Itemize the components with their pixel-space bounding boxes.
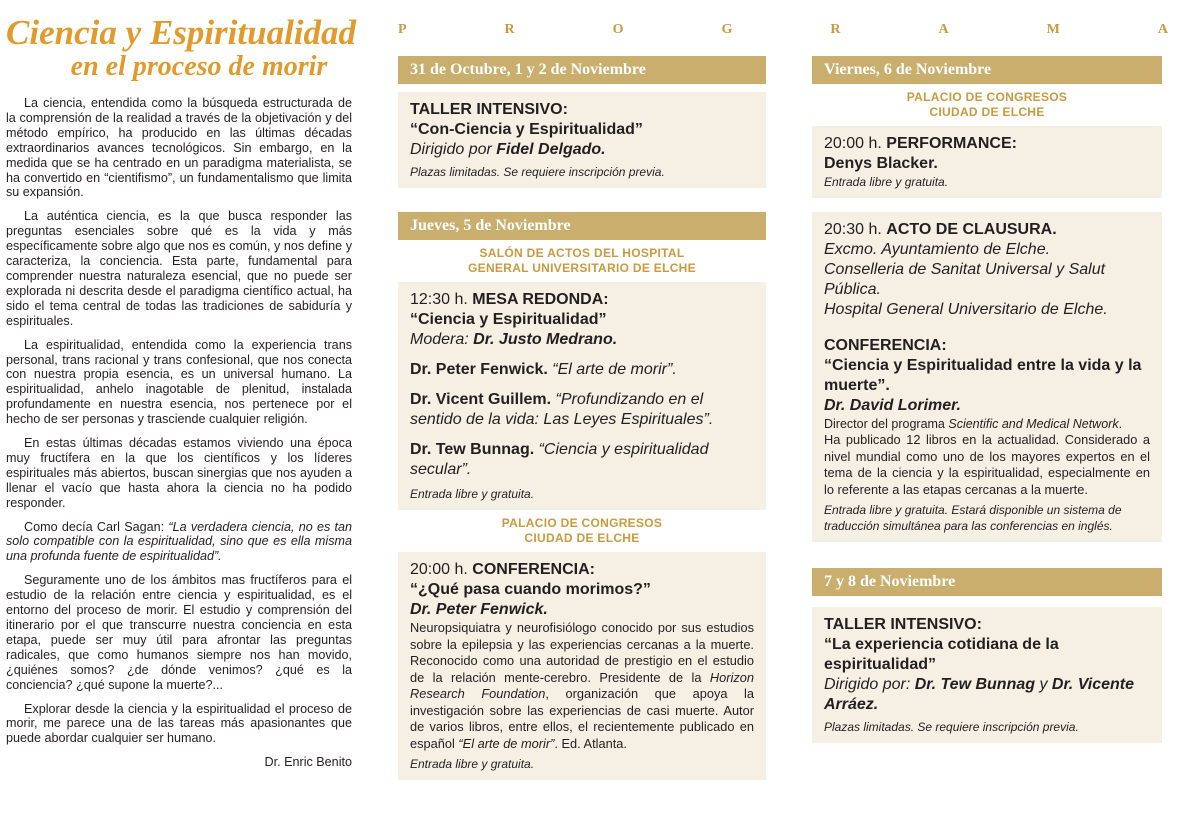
event-description — [410, 620, 754, 752]
moderator-lead: Modera: — [410, 331, 474, 348]
desc-part: Neuropsiquiatra y neurofisiólogo conocido por sus estudios sobre la epilepsia y las experiencias cercanas a la muerte. Reconocido como una autoridad de prestigio en el estudio de la relación mente-cerebro. Presidente de la — [410, 620, 754, 685]
sagan-lead: Como decía Carl Sagan: — [24, 519, 169, 534]
speaker — [410, 390, 754, 430]
role-program: Scientific and Medical Network — [948, 417, 1119, 431]
speaker-talk: “Ciencia y espiritualidad secular”. — [410, 441, 709, 478]
performance-box — [812, 126, 1162, 198]
programa-letter: R — [504, 22, 515, 37]
essay-signature: Dr. Enric Benito — [264, 755, 352, 770]
director-lead: Dirigido por — [410, 141, 497, 158]
programa-letter: A — [1157, 22, 1168, 37]
event-label: TALLER INTENSIVO: — [410, 101, 568, 118]
speaker-name: Dr. Tew Bunnag. — [410, 441, 535, 458]
desc-org: Horizon Research Foundation — [410, 669, 754, 701]
event-note: Entrada libre y gratuita. — [410, 487, 535, 501]
essay-paragraph: La espiritualidad, entendida como la experiencia trans personal, trans racional y trans confesional, que nos conecta con nuestra propia esencia, es un universal humano. La espiritualidad, anhelo inagotable de plenitud, instalada profundamente en nuestra esencia, nos pertenece por el hecho de ser personas y trasciende cualquier religión. — [6, 337, 352, 427]
essay-title: Ciencia y Espiritualidad — [6, 13, 357, 52]
event-moderator — [410, 330, 754, 350]
programa-letter: O — [612, 22, 624, 37]
programa-header — [398, 22, 1168, 40]
director-lead: Dirigido por: — [824, 676, 915, 693]
event-title: “La experiencia cotidiana de la espiritualidad” — [824, 636, 1059, 673]
speaker-role — [824, 416, 1150, 432]
venue-line: PALACIO DE CONGRESOS — [906, 90, 1068, 104]
director-name: Dr. Vicente Arráez. — [824, 676, 1135, 713]
event-note: Entrada libre y gratuita. — [824, 175, 949, 189]
director-name: Fidel Delgado. — [496, 141, 606, 158]
conference-box — [398, 552, 766, 780]
event-label: ACTO DE CLAUSURA. — [886, 221, 1057, 238]
event-director — [410, 140, 754, 160]
role-end: . — [1118, 417, 1123, 431]
moderator-name: Dr. Justo Medrano. — [473, 331, 618, 348]
date-bar: 31 de Octubre, 1 y 2 de Noviembre — [398, 56, 766, 84]
event-speaker: Dr. Peter Fenwick. — [410, 601, 548, 618]
desc-part: . Ed. Atlanta. — [554, 735, 627, 751]
clausura-line: Hospital General Universitario de Elche. — [824, 301, 1108, 318]
speaker — [410, 440, 754, 480]
event-performer: Denys Blacker. — [824, 155, 938, 172]
event-time: 20:00 h. — [824, 135, 887, 152]
programa-letter: P — [398, 22, 407, 37]
speaker — [410, 360, 754, 380]
venue — [398, 240, 766, 282]
essay-column — [6, 13, 357, 779]
speaker-talk: “Profundizando en el sentido de la vida: Las Leyes Espirituales”. — [410, 391, 714, 428]
programa-letter: G — [721, 22, 733, 37]
event-label: CONFERENCIA: — [472, 561, 595, 578]
essay-body — [6, 96, 352, 770]
event-director — [824, 675, 1150, 715]
essay-paragraph: Explorar desde la ciencia y la espiritualidad el proceso de morir, me parece una de las tareas más apasionantes que puede abordar cualquier ser humano. — [6, 701, 352, 746]
event-speaker: Dr. David Lorimer. — [824, 397, 961, 414]
event-note: Plazas limitadas. Se requiere inscripción previa. — [410, 165, 665, 179]
program-column-2 — [398, 56, 766, 780]
event-heading — [410, 290, 754, 310]
essay-subtitle: en el proceso de morir — [70, 51, 328, 82]
event-heading — [824, 134, 1150, 154]
speaker-name: Dr. Peter Fenwick. — [410, 361, 548, 378]
venue-line: CIUDAD DE ELCHE — [524, 531, 640, 545]
director-and: y — [1035, 676, 1052, 693]
essay-paragraph: Seguramente uno de los ámbitos mas fructíferos para el estudio de la relación entre ciencia y espiritualidad, es el entorno del proceso de morir. El estudio y comprensión del itinerario por el que transcurre nuestra conciencia en esta etapa, puede ser muy útil para afrontar las preguntas radicales, que como humanos siempre nos han movido, ¿quiénes somos? ¿de dónde venimos? ¿qué es la conciencia? ¿qué supone la muerte?... — [6, 573, 352, 692]
event-time: 12:30 h. — [410, 291, 473, 308]
clausura-box — [812, 212, 1162, 542]
event-heading — [410, 560, 754, 580]
event-title: “Ciencia y Espiritualidad entre la vida y la muerte”. — [824, 357, 1142, 394]
event-note: Entrada libre y gratuita. — [410, 757, 535, 771]
date-bar: Viernes, 6 de Noviembre — [812, 56, 1162, 84]
taller-box — [812, 607, 1162, 743]
date-bar: 7 y 8 de Noviembre — [812, 568, 1162, 596]
desc-part: , organización que apoya la investigación sobre las experiencias de casi muerte. Autor de varios libros, entre ellos, el recientemente publicado en español — [410, 686, 754, 751]
event-time: 20:00 h. — [410, 561, 473, 578]
event-label: MESA REDONDA: — [472, 291, 609, 308]
venue — [398, 510, 766, 552]
programa-letter: R — [830, 22, 841, 37]
event-label: CONFERENCIA: — [824, 337, 947, 354]
essay-paragraph — [6, 520, 352, 565]
taller-box — [398, 92, 766, 188]
programa-letter: M — [1046, 22, 1060, 37]
event-note: Entrada libre y gratuita. Estará disponible un sistema de traducción simultánea para las conferencias en inglés. — [824, 503, 1122, 533]
venue-line: PALACIO DE CONGRESOS — [501, 516, 663, 530]
event-title: “¿Qué pasa cuando morimos?” — [410, 581, 651, 598]
essay-paragraph: En estas últimas décadas estamos viviendo una época muy fructífera en la que los científicos y los líderes espirituales más abiertos, buscan sinergias que nos ayuden a llenar el vacío que hasta ahora la ciencia no ha podido responder. — [6, 436, 352, 510]
venue — [812, 84, 1162, 126]
event-note: Plazas limitadas. Se requiere inscripción previa. — [824, 720, 1079, 734]
event-title: “Con-Ciencia y Espiritualidad” — [410, 121, 643, 138]
speaker-name: Dr. Vicent Guillem. — [410, 391, 552, 408]
venue-line: GENERAL UNIVERSITARIO DE ELCHE — [468, 261, 696, 275]
programa-letter: A — [938, 22, 949, 37]
event-title: “Ciencia y Espiritualidad” — [410, 311, 607, 328]
event-time: 20:30 h. — [824, 221, 887, 238]
clausura-line: Conselleria de Sanitat Universal y Salut Pública. — [824, 261, 1106, 298]
event-label: PERFORMANCE: — [886, 135, 1017, 152]
essay-paragraph: La auténtica ciencia, es la que busca responder las preguntas esenciales sobre qué es la vida y más específicamente sobre algo que nos es común, y nos define y caracteriza, la conciencia. Esta parte, fundamental para comprender nuestra naturaleza esencial, que no puede ser explorada ni descrita desde el paradigma científico actual, ha sido el tema central de todas las tradiciones de sabiduría y espirituales. — [6, 209, 352, 328]
venue-line: SALÓN DE ACTOS DEL HOSPITAL — [479, 246, 685, 260]
event-heading — [824, 220, 1150, 240]
essay-paragraph: La ciencia, entendida como la búsqueda estructurada de la comprensión de la realidad a través de la objetivación y del método empírico, ha producido en las últimas décadas extraordinarios avances tecnológicos. Sin embargo, en la medida que se ha centrado en un paradigma materialista, se ha convertido en “cientifismo”, un fundamentalismo que limita su expansión. — [6, 96, 352, 200]
clausura-line: Excmo. Ayuntamiento de Elche. — [824, 241, 1051, 258]
mesa-box — [398, 282, 766, 510]
venue-line: CIUDAD DE ELCHE — [929, 105, 1045, 119]
desc-book: “El arte de morir” — [458, 735, 555, 751]
role-lead: Director del programa — [824, 417, 949, 431]
event-label: TALLER INTENSIVO: — [824, 616, 982, 633]
sagan-quote: “La verdadera ciencia, no es tan solo compatible con la espiritualidad, sino que es ella misma una profunda fuente de espiritualidad”. — [6, 519, 352, 564]
director-name: Dr. Tew Bunnag — [914, 676, 1036, 693]
program-column-3 — [812, 56, 1162, 743]
event-description: Ha publicado 12 libros en la actualidad. Considerado a nivel mundial como uno de los mayores expertos en el tema de la ciencia y la espiritualidad, especialmente en lo referente a las etapas cercanas a la muerte. — [824, 432, 1150, 497]
speaker-talk: “El arte de morir”. — [547, 361, 677, 378]
date-bar: Jueves, 5 de Noviembre — [398, 212, 766, 240]
